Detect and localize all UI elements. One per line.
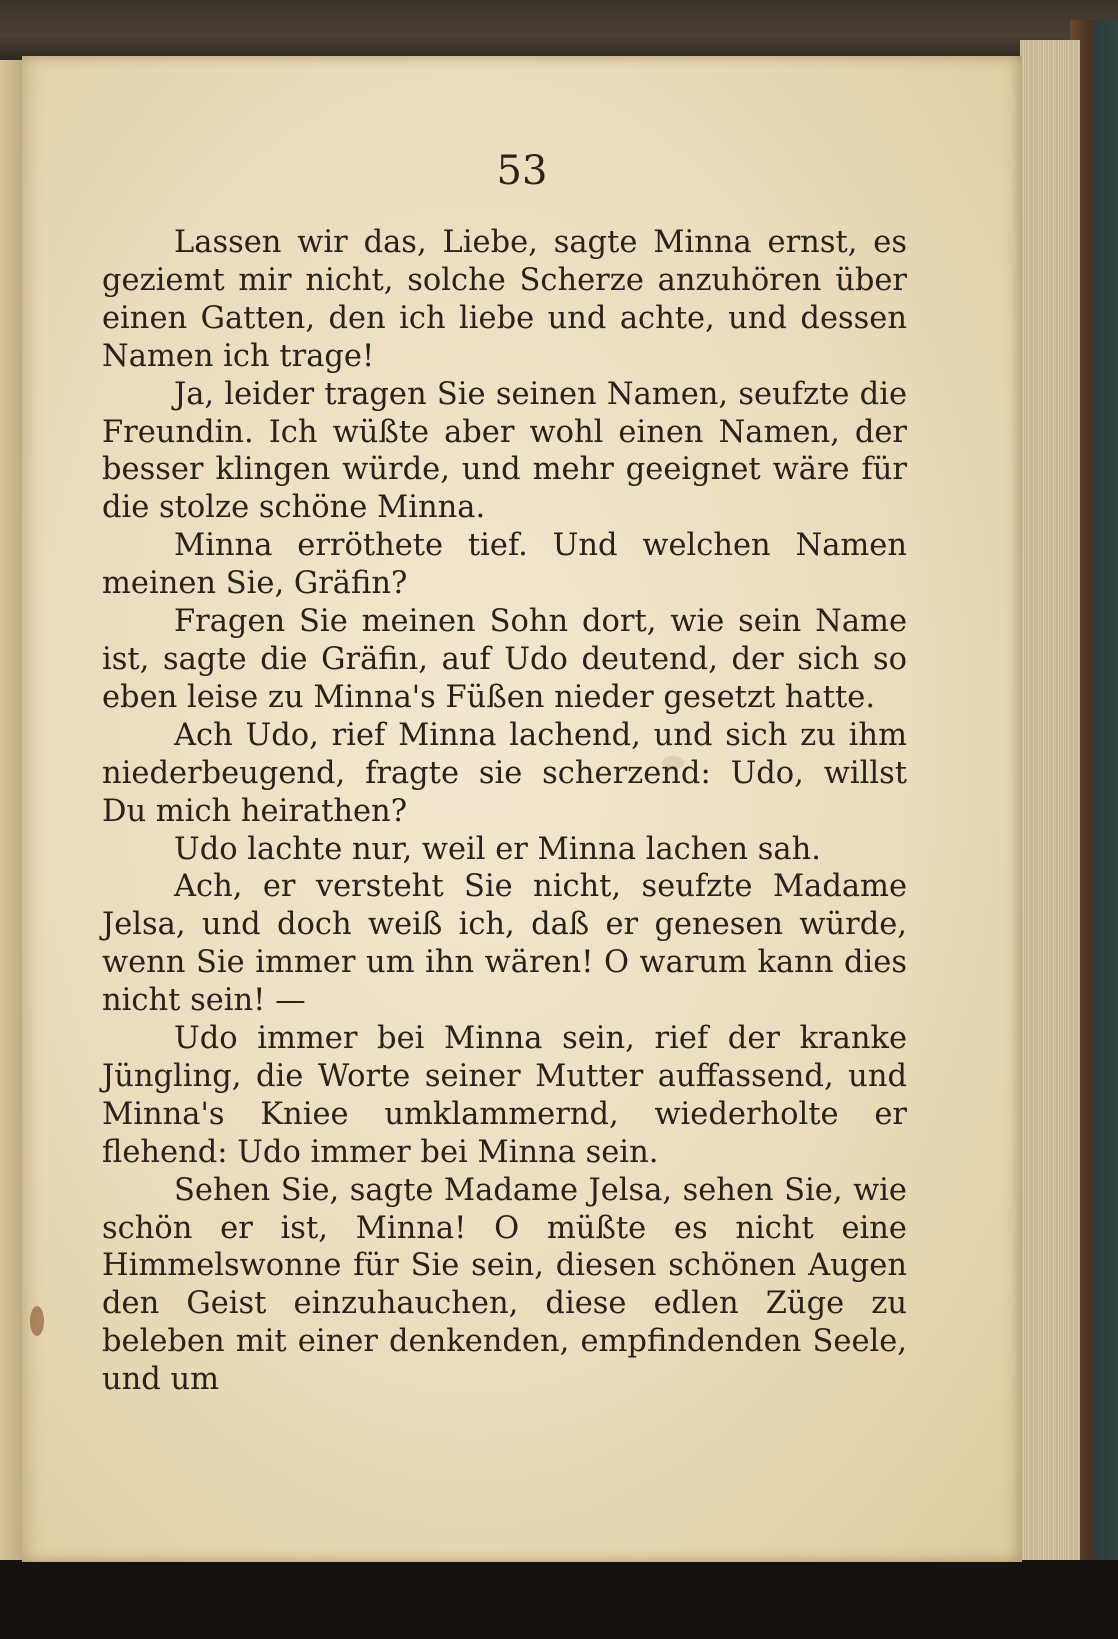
paragraph: Minna erröthete tief. Und welchen Namen meinen Sie, Gräfin? [102, 528, 907, 602]
paragraph: Udo immer bei Minna sein, rief der kranke Jüngling, die Worte seiner Mutter auffassend, und Minna's Kniee umklammernd, wiederholte er flehend: Udo immer bei Minna sein. [102, 1021, 907, 1170]
paragraph: Ach Udo, rief Minna lachend, und sich zu ihm niederbeugend, fragte sie scherzend: Udo, willst Du mich heirathen? [102, 717, 907, 829]
paragraph: Sehen Sie, sagte Madame Jelsa, sehen Sie, wie schön er ist, Minna! O müßte es nicht eine Himmelswonne für Sie sein, diesen schönen Augen den Geist einzuhauchen, diese edlen Züge zu beleben mit einer denkenden, empfindenden Seele, und um [102, 1172, 907, 1398]
paragraph: Fragen Sie meinen Sohn dort, wie sein Name ist, sagte die Gräfin, auf Udo deutend, der sich so eben leise zu Minna's Füßen nieder gesetzt hatte. [102, 604, 907, 715]
book-cover-top [0, 0, 1118, 60]
paragraph: Lassen wir das, Liebe, sagte Minna ernst, es geziemt mir nicht, solche Scherze anzuhören über einen Gatten, den ich liebe und achte, und dessen Namen ich trage! [102, 225, 907, 374]
body-text [102, 224, 907, 1399]
paragraph: Ach, er versteht Sie nicht, seufzte Madame Jelsa, und doch weiß ich, daß er genesen würde, wenn Sie immer um ihn wären! O warum kann dies nicht sein! — [102, 869, 907, 1019]
book-bottom-edge [0, 1560, 1118, 1639]
page-edges [1020, 40, 1080, 1560]
paragraph: Udo lachte nur, weil er Minna lachen sah. [174, 831, 821, 867]
paragraph: Ja, leider tragen Sie seinen Namen, seufzte die Freundin. Ich wüßte aber wohl einen Namen, der besser klingen würde, und mehr geeignet wäre für die stolze schöne Minna. [102, 376, 907, 526]
page-number: 53 [496, 148, 548, 194]
book-page [22, 56, 1022, 1562]
paper-stain [30, 1306, 44, 1336]
